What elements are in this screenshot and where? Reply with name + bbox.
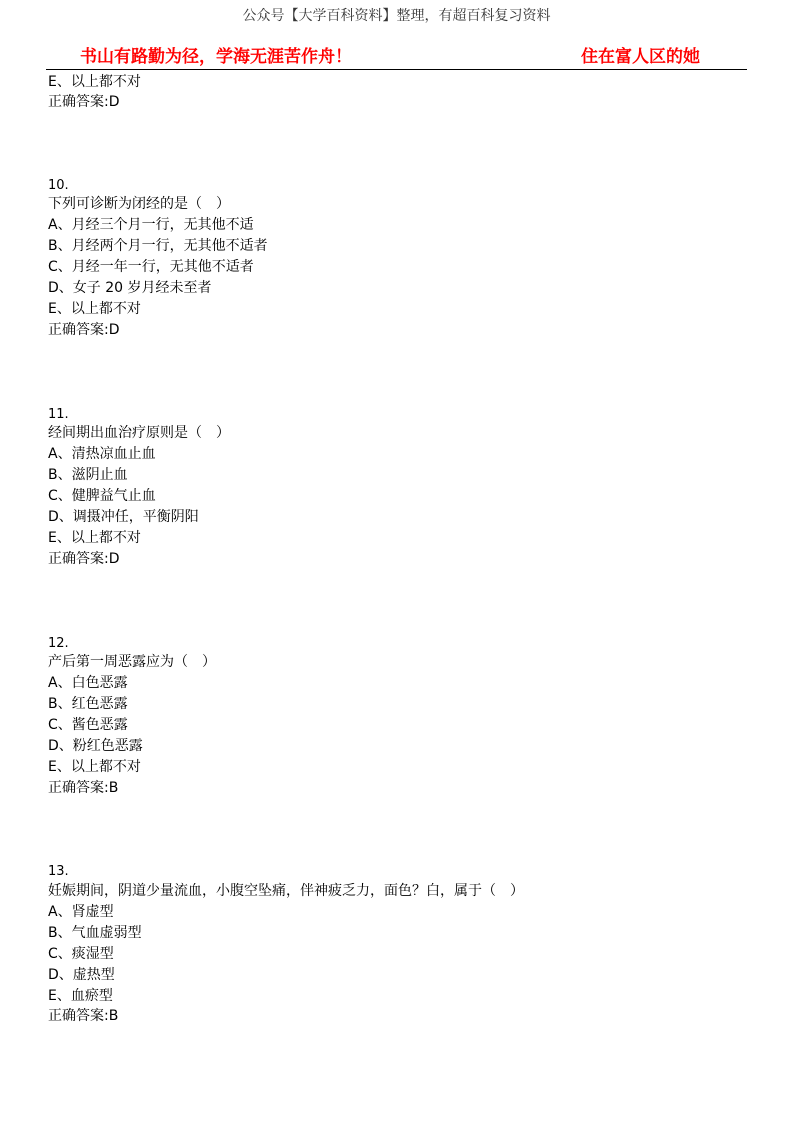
question-number: 11.	[48, 407, 69, 422]
option-e: E、以上都不对	[48, 530, 141, 546]
option-e: E、血瘀型	[48, 988, 113, 1004]
option-a: A、月经三个月一行，无其他不适	[48, 217, 254, 233]
option-a: A、肾虚型	[48, 904, 114, 920]
option-d: D、粉红色恶露	[48, 738, 143, 754]
motto-right: 住在富人区的她	[581, 47, 700, 67]
option-b: B、气血虚弱型	[48, 925, 142, 941]
option-c: C、健脾益气止血	[48, 488, 156, 504]
option-c: C、月经一年一行，无其他不适者	[48, 259, 254, 275]
question-number: 13.	[48, 864, 69, 879]
option-b: B、滋阴止血	[48, 467, 128, 483]
motto-left: 书山有路勤为径，学海无涯苦作舟！	[80, 47, 352, 67]
option-a: A、白色恶露	[48, 675, 128, 691]
header-rule	[46, 69, 747, 70]
question-number: 12.	[48, 636, 69, 651]
answer: 正确答案:B	[48, 780, 119, 796]
question-stem: 下列可诊断为闭经的是（ ）	[48, 196, 230, 212]
top-note: 公众号【大学百科资料】整理，有超百科复习资料	[242, 8, 551, 24]
question-stem: 妊娠期间，阴道少量流血，小腹空坠痛，伴神疲乏力，面色？白，属于（ ）	[48, 883, 524, 899]
answer: 正确答案:D	[48, 322, 120, 338]
option-c: C、痰湿型	[48, 946, 114, 962]
carryover-answer: 正确答案:D	[48, 94, 120, 110]
question-number: 10.	[48, 178, 69, 193]
carryover-option: E、以上都不对	[48, 74, 141, 90]
option-e: E、以上都不对	[48, 759, 141, 775]
question-stem: 经间期出血治疗原则是（ ）	[48, 425, 230, 441]
option-e: E、以上都不对	[48, 301, 141, 317]
option-d: D、女子 20 岁月经未至者	[48, 280, 212, 296]
option-a: A、清热凉血止血	[48, 446, 156, 462]
option-b: B、月经两个月一行，无其他不适者	[48, 238, 268, 254]
option-b: B、红色恶露	[48, 696, 128, 712]
option-d: D、调摄冲任，平衡阴阳	[48, 509, 199, 525]
option-d: D、虚热型	[48, 967, 115, 983]
question-stem: 产后第一周恶露应为（ ）	[48, 654, 216, 670]
option-c: C、酱色恶露	[48, 717, 128, 733]
answer: 正确答案:D	[48, 551, 120, 567]
answer: 正确答案:B	[48, 1008, 119, 1024]
